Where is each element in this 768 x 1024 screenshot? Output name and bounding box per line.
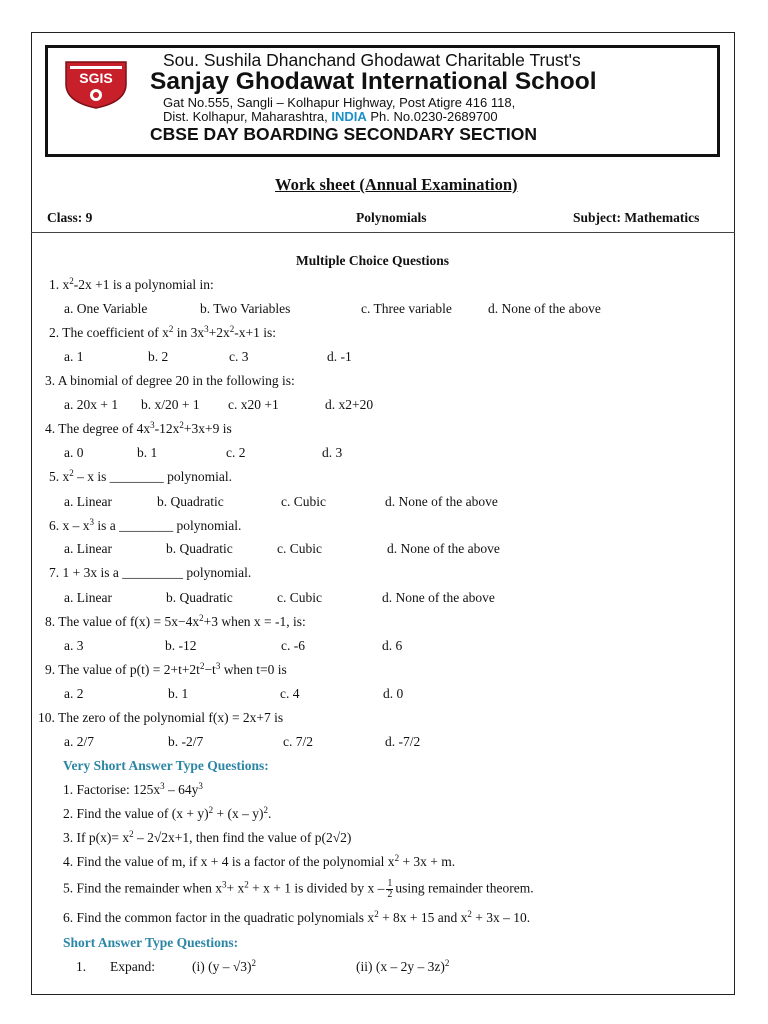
trust-name: Sou. Sushila Dhanchand Ghodawat Charitable Trust's <box>163 50 581 70</box>
vsa-question-6: 6. Find the common factor in the quadratic polynomials $x^2 + 8x + 15$ and $x^2 + 3x - 10$. <box>63 909 531 925</box>
vsa-heading: Very Short Answer Type Questions: <box>63 758 269 773</box>
vsa-question-1: 1. Factorise: $125x^3 - 64y^3$ <box>63 781 203 797</box>
q5-option-b: b. Quadratic <box>157 494 224 509</box>
q8-option-c: c. -6 <box>281 638 305 653</box>
vsa-question-4: 4. Find the value of m, if x + 4 is a factor of the polynomial $x^2 + 3x + m$. <box>63 853 456 869</box>
q2-option-c: c. 3 <box>229 349 249 364</box>
address-line-2: Dist. Kolhapur, Maharashtra, INDIA Ph. No.0230-2689700 <box>163 109 498 124</box>
question-6: 6. x – $x^3$ is a ________ polynomial. <box>49 517 242 533</box>
q1-option-a: a. One Variable <box>64 301 148 316</box>
sa-question-1-part-ii: (ii) (x – 2y – 3z)$^2$ <box>356 958 450 974</box>
sa-question-1-number: 1. <box>76 959 87 974</box>
q1-option-c: c. Three variable <box>361 301 452 316</box>
topic-label: Polynomials <box>356 210 427 225</box>
subject-label: Subject: Mathematics <box>573 210 700 225</box>
q3-option-d: d. x2+20 <box>325 397 374 412</box>
q5-option-a: a. Linear <box>64 494 112 509</box>
question-2: 2. The coefficient of $x^2$ in $3x^3+2x^2-x+1$ is: <box>49 324 276 340</box>
sa-question-1-label: Expand: <box>110 959 155 974</box>
q4-option-c: c. 2 <box>226 445 246 460</box>
fraction-one-half: $\frac{1}{2}$ <box>387 878 393 900</box>
question-10: 10. The zero of the polynomial f(x) = 2x+7 is <box>38 710 284 725</box>
vsa-question-2: 2. Find the value of $(x + y)^2 + (x - y)^2$. <box>63 805 272 821</box>
question-5: 5. $x^2$ – x is ________ polynomial. <box>49 468 232 484</box>
q10-option-c: c. 7/2 <box>283 734 313 749</box>
sa-question-1-part-i: (i) (y – √3)$^2$ <box>192 958 257 974</box>
class-label: Class: 9 <box>47 210 93 225</box>
q6-option-d: d. None of the above <box>387 541 500 556</box>
q7-option-b: b. Quadratic <box>166 590 233 605</box>
worksheet-title: Work sheet (Annual Examination) <box>275 175 518 194</box>
q4-option-b: b. 1 <box>137 445 158 460</box>
question-1: 1. $x^2-2x +1$ is a polynomial in: <box>49 276 214 292</box>
question-7: 7. 1 + 3x is a _________ polynomial. <box>49 565 252 580</box>
q5-option-c: c. Cubic <box>281 494 326 509</box>
q9-option-d: d. 0 <box>383 686 404 701</box>
school-name: Sanjay Ghodawat International School <box>150 68 597 95</box>
sa-heading: Short Answer Type Questions: <box>63 935 239 950</box>
q1-option-b: b. Two Variables <box>200 301 291 316</box>
question-4: 4. The degree of $4x^3-12x^2+3x+9$ is <box>45 420 232 436</box>
q8-option-a: a. 3 <box>64 638 84 653</box>
q2-option-d: d. -1 <box>327 349 352 364</box>
q10-option-a: a. 2/7 <box>64 734 94 749</box>
q6-option-b: b. Quadratic <box>166 541 233 556</box>
section-name: CBSE DAY BOARDING SECONDARY SECTION <box>150 124 538 144</box>
q8-option-b: b. -12 <box>165 638 197 653</box>
q6-option-a: a. Linear <box>64 541 112 556</box>
school-logo <box>62 60 130 110</box>
q9-option-a: a. 2 <box>64 686 84 701</box>
q2-option-b: b. 2 <box>148 349 169 364</box>
vsa-question-5: 5. Find the remainder when $x^3+ x^2 + x + 1$ is divided by x – $\frac{1}{2}$ using remainder theorem. <box>63 878 534 900</box>
q3-option-b: b. x/20 + 1 <box>141 397 200 412</box>
logo-text: SGIS <box>79 70 113 86</box>
q2-option-a: a. 1 <box>64 349 84 364</box>
q6-option-c: c. Cubic <box>277 541 322 556</box>
q3-option-c: c. x20 +1 <box>228 397 279 412</box>
q10-option-d: d. -7/2 <box>385 734 421 749</box>
question-3: 3. A binomial of degree 20 in the following is: <box>45 373 295 388</box>
address-line-1: Gat No.555, Sangli – Kolhapur Highway, Post Atigre 416 118, <box>163 95 516 110</box>
q7-option-d: d. None of the above <box>382 590 495 605</box>
question-8: 8. The value of $f(x) = 5x-4x^2+3$ when x = -1, is: <box>45 613 306 629</box>
country-name: INDIA <box>331 109 367 124</box>
q9-option-c: c. 4 <box>280 686 300 701</box>
question-9: 9. The value of $p(t) = 2+t+2t^2-t^3$ when t=0 is <box>45 661 287 677</box>
q4-option-a: a. 0 <box>64 445 84 460</box>
q3-option-a: a. 20x + 1 <box>64 397 119 412</box>
divider <box>31 232 735 233</box>
vsa-question-3: 3. If $p(x)= x^2 - 2√2x+1$, then find the value of p(2√2) <box>63 829 352 845</box>
mcq-heading: Multiple Choice Questions <box>296 253 450 268</box>
q10-option-b: b. -2/7 <box>168 734 204 749</box>
q7-option-a: a. Linear <box>64 590 112 605</box>
q8-option-d: d. 6 <box>382 638 403 653</box>
q1-option-d: d. None of the above <box>488 301 601 316</box>
q5-option-d: d. None of the above <box>385 494 498 509</box>
q9-option-b: b. 1 <box>168 686 189 701</box>
q4-option-d: d. 3 <box>322 445 343 460</box>
q7-option-c: c. Cubic <box>277 590 322 605</box>
